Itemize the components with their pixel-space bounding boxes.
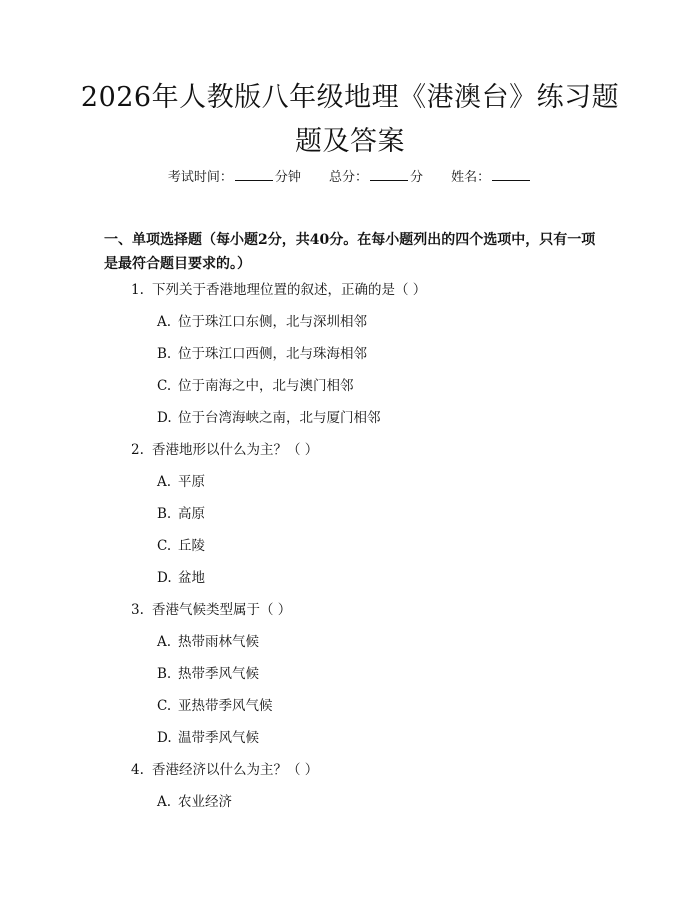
option-text: 位于南海之中，北与澳门相邻 [178,378,354,394]
exam-info [0,168,700,188]
option-letter: B. [157,346,172,362]
option-text: 热带雨林气候 [178,634,259,650]
option-letter: C. [157,538,172,554]
total-score-unit: 分 [410,170,424,185]
option-3c [0,694,700,726]
option-text: 热带季风气候 [178,666,259,682]
exam-time-unit: 分钟 [274,170,301,185]
option-text: 盆地 [178,570,205,586]
option-text: 丘陵 [178,538,205,554]
question-text: 下列关于香港地理位置的叙述，正确的是（ ） [152,282,427,298]
option-letter: B. [157,666,172,682]
option-letter: D. [157,410,172,426]
option-1b [0,342,700,374]
total-score-blank [370,168,408,181]
question-number: 1. [131,282,144,298]
option-letter: A. [157,314,172,330]
option-1a [0,310,700,342]
option-text: 位于珠江口西侧，北与珠海相邻 [178,346,367,362]
question-number: 2. [131,442,144,458]
name-field [451,168,532,188]
option-text: 高原 [178,506,205,522]
section-heading-single-choice: 一、单项选择题（每小题2分，共40分。在每小题列出的四个选项中，只有一项是最符合题目要求的。） [104,232,596,272]
question-number: 4. [131,762,144,778]
option-3b [0,662,700,694]
option-1c [0,374,700,406]
exam-time-blank [235,168,273,181]
exam-time-label: 考试时间： [167,170,233,185]
option-text: 农业经济 [178,794,232,810]
option-text: 亚热带季风气候 [178,698,273,714]
option-letter: A. [157,794,172,810]
total-score-label: 总分： [328,170,368,185]
option-1d [0,406,700,438]
exam-time-field [168,168,301,188]
question-text: 香港地形以什么为主？（ ） [152,442,319,458]
option-text: 温带季风气候 [178,730,259,746]
name-label: 姓名： [451,170,491,185]
question-4 [0,758,700,790]
option-letter: A. [157,474,172,490]
question-text: 香港经济以什么为主？（ ） [152,762,319,778]
option-4a [0,790,700,822]
option-letter: B. [157,506,172,522]
option-letter: D. [157,730,172,746]
total-score-field [329,168,423,188]
option-2c [0,534,700,566]
question-1 [0,278,700,310]
question-text: 香港气候类型属于（ ） [152,602,292,618]
option-2d [0,566,700,598]
title-line-1: 2026年人教版八年级地理《港澳台》练习题 [80,82,620,113]
option-text: 位于珠江口东侧，北与深圳相邻 [178,314,367,330]
document-title [60,76,640,164]
option-3a [0,630,700,662]
question-3 [0,598,700,630]
option-3d [0,726,700,758]
option-text: 位于台湾海峡之南，北与厦门相邻 [178,410,381,426]
option-letter: C. [157,378,172,394]
question-number: 3. [131,602,144,618]
option-2a [0,470,700,502]
option-letter: D. [157,570,172,586]
question-2 [0,438,700,470]
name-blank [492,168,530,181]
title-line-2: 题及答案 [295,126,405,157]
question-list [0,278,700,822]
option-text: 平原 [178,474,205,490]
option-letter: A. [157,634,172,650]
option-letter: C. [157,698,172,714]
option-2b [0,502,700,534]
